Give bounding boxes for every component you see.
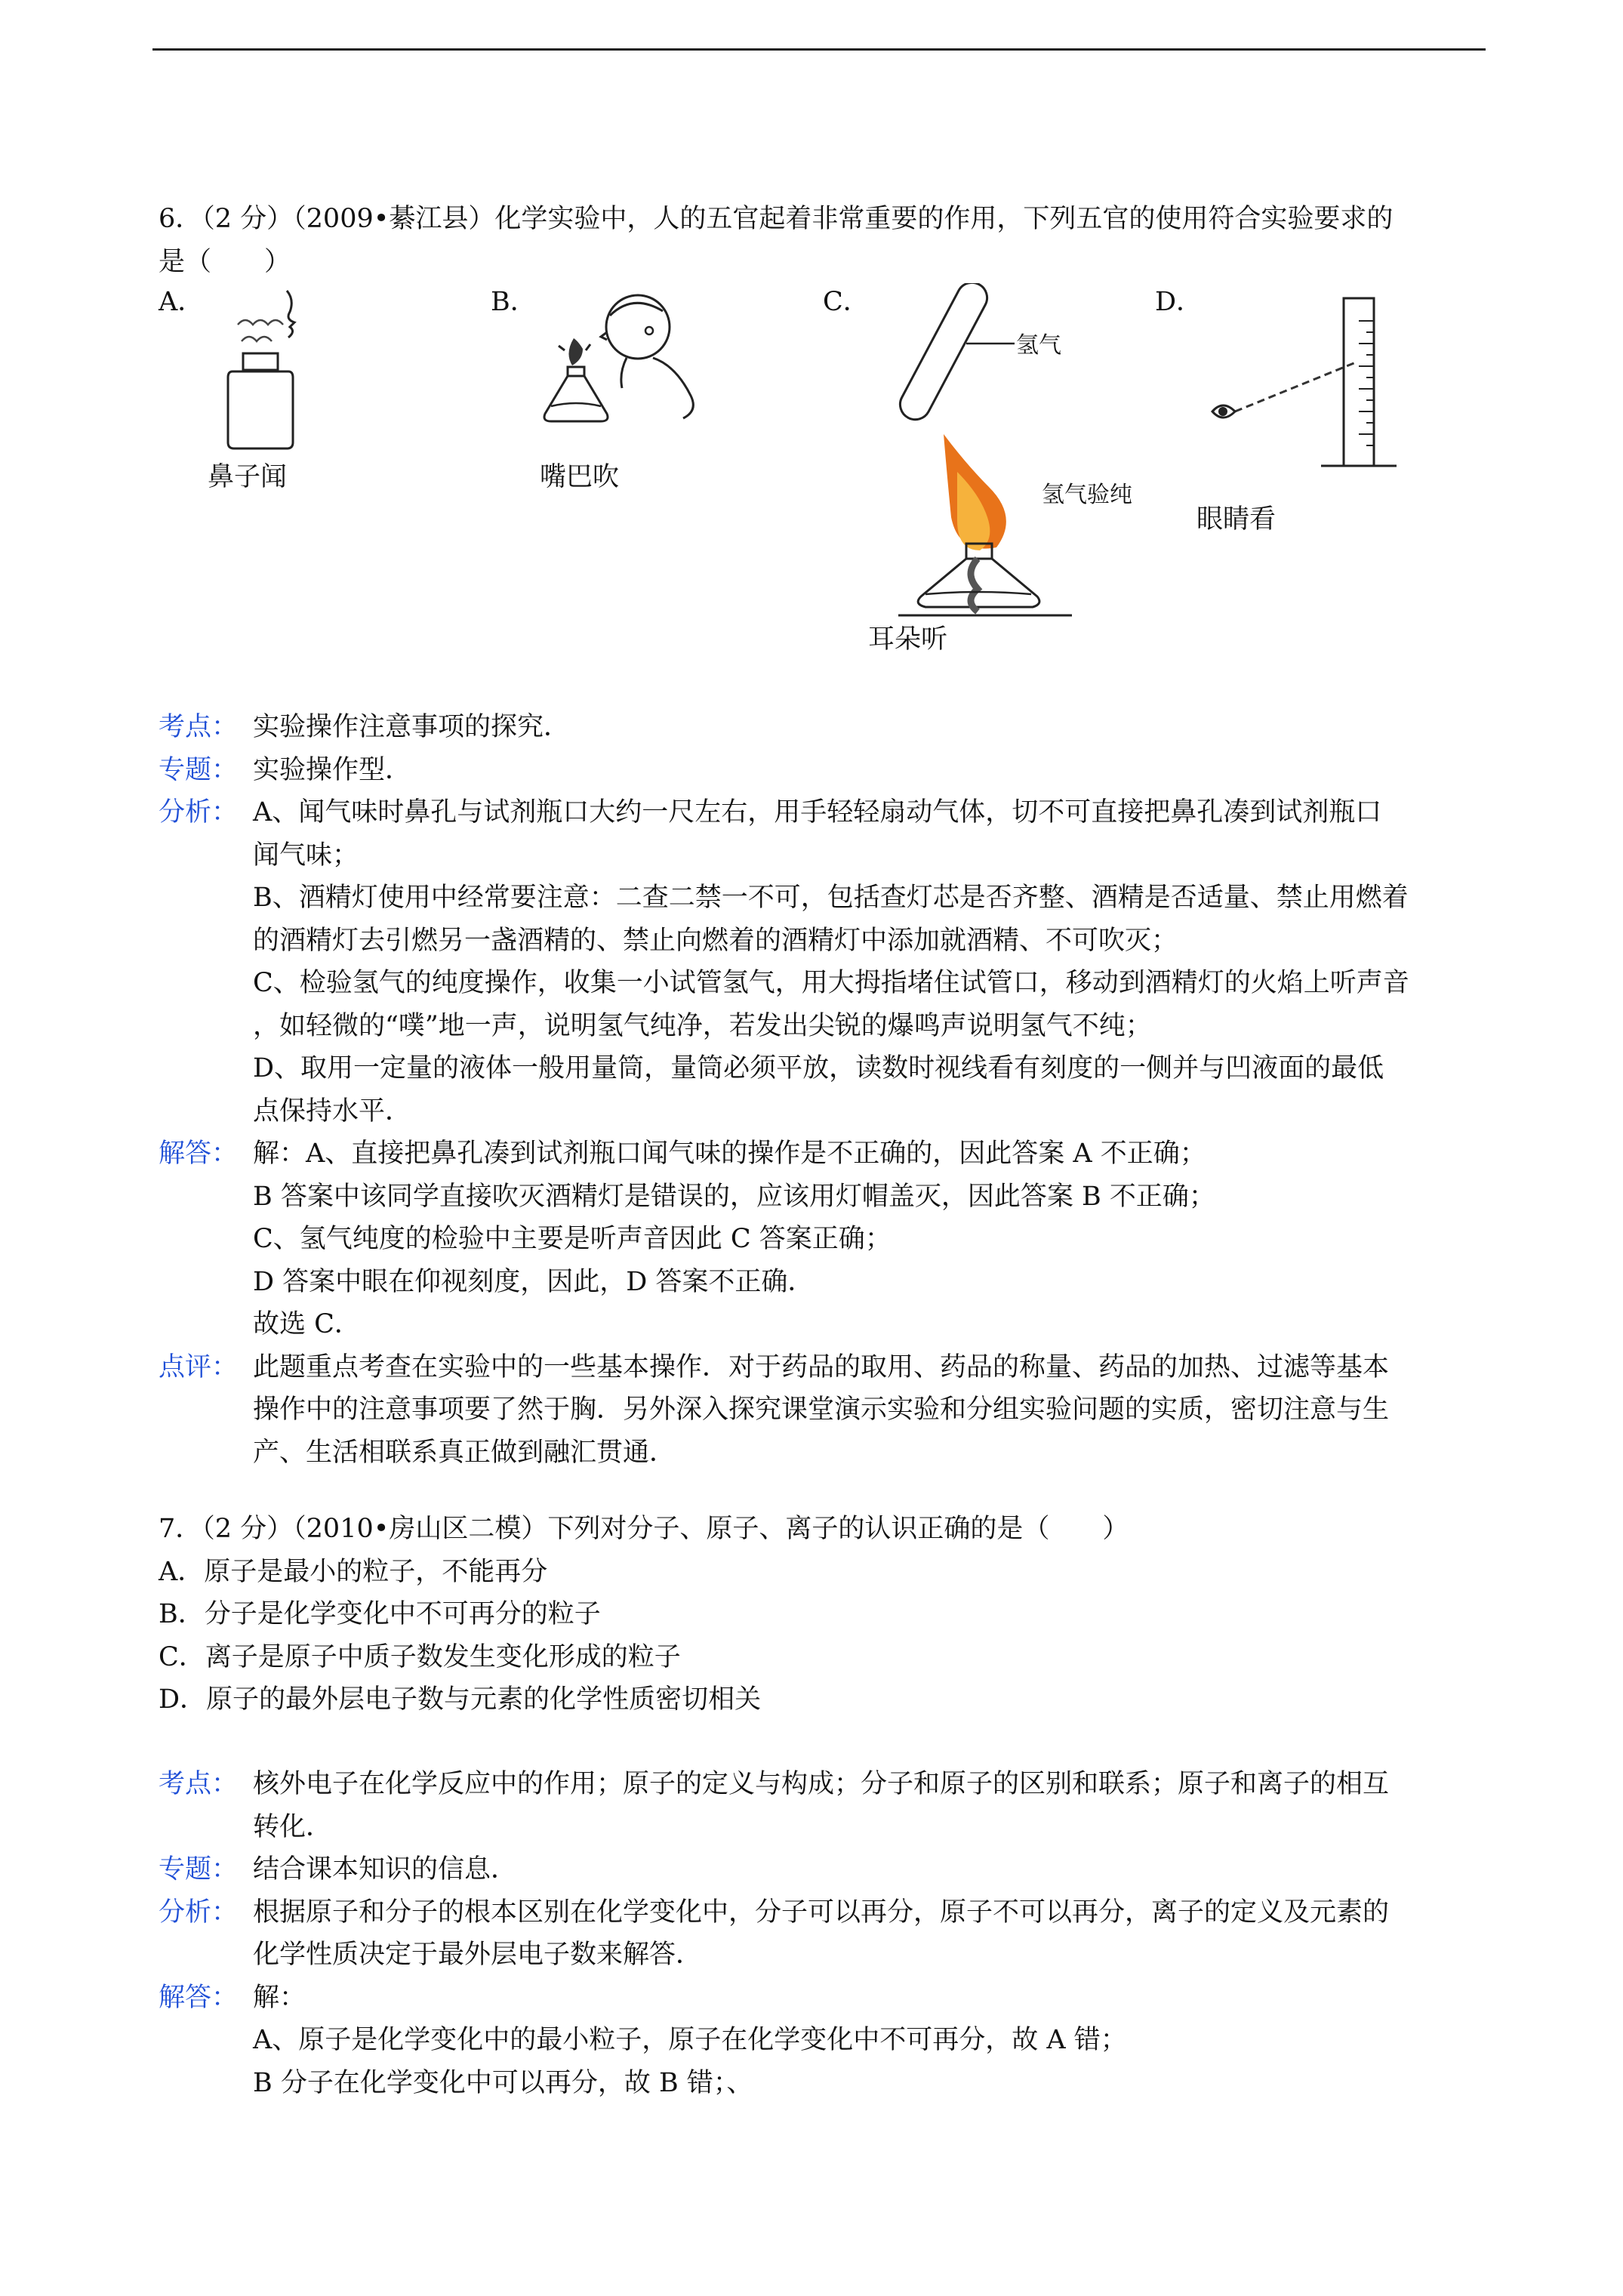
option-c-letter: C． (823, 287, 870, 317)
fenxi-line: B、酒精灯使用中经常要注意：二查二禁一不可，包括查灯芯是否齐整、酒精是否适量、禁止用燃着 (253, 883, 1409, 913)
fenxi-line: 根据原子和分子的根本区别在化学变化中，分子可以再分，原子不可以再分，离子的定义及元素的 (253, 1897, 1390, 1928)
fenxi-line: ，如轻微的“噗”地一声，说明氢气纯净，若发出尖锐的爆鸣声说明氢气不纯； (253, 1010, 1152, 1041)
jieda-line: 解： (253, 1982, 306, 2013)
kaodian-line: 转化． (253, 1811, 333, 1842)
question-6-stem (159, 198, 1487, 284)
q6-kaodian-row (159, 706, 1487, 749)
jieda-line: C、氢气纯度的检验中主要是听声音因此 C 答案正确； (253, 1224, 892, 1254)
question-7-options (159, 1551, 1487, 1721)
option-a-letter: A． (159, 287, 205, 317)
fenxi-line: D、取用一定量的液体一般用量筒，量筒必须平放，读数时视线看有刻度的一侧并与凹液面的最低 (253, 1053, 1384, 1083)
kaodian-line: 核外电子在化学反应中的作用；原子的定义与构成；分子和原子的区别和联系；原子和离子的相互 (253, 1769, 1390, 1799)
q6-fenxi-row (159, 791, 1487, 1133)
fenxi-label: 分析： (159, 1897, 239, 1928)
fenxi-line: 化学性质决定于最外层电子数来解答． (253, 1940, 703, 1970)
q7-jieda-row (159, 1977, 1487, 2105)
option-b-letter: B． (491, 287, 537, 317)
blow-alcohol-lamp-icon (528, 285, 732, 451)
option-d-letter: D． (1155, 287, 1203, 317)
question-6-options (159, 287, 1487, 680)
jieda-line: D 答案中眼在仰视刻度，因此，D 答案不正确． (253, 1266, 815, 1297)
dianping-line: 操作中的注意事项要了然于胸．另外深入探究课堂演示实验和分组实验问题的实质，密切注意与生 (253, 1395, 1390, 1425)
dianping-line: 此题重点考查在实验中的一些基本操作．对于药品的取用、药品的称量、药品的加热、过滤等基本 (253, 1351, 1390, 1382)
option-d-caption: 眼睛看 (1196, 504, 1277, 535)
fenxi-line: 点保持水平． (253, 1096, 412, 1126)
reagent-bottle-smell-icon (196, 287, 332, 453)
jieda-line: 故选 C． (253, 1309, 361, 1339)
fenxi-label: 分析： (159, 797, 239, 827)
jieda-line: 解：A、直接把鼻孔凑到试剂瓶口闻气味的操作是不正确的，因此答案 A 不正确； (253, 1139, 1206, 1169)
fenxi-line: C、检验氢气的纯度操作，收集一小试管氢气，用大拇指堵住试管口，移动到酒精灯的火焰上听声音 (253, 968, 1409, 998)
graduated-cylinder-reading-icon (1185, 291, 1427, 487)
jieda-line: B 分子在化学变化中可以再分，故 B 错；、 (253, 2067, 753, 2098)
question-6-analysis (159, 706, 1487, 1474)
option-c-caption: 耳朵听 (868, 624, 948, 655)
jieda-line: B 答案中该同学直接吹灭酒精灯是错误的，应该用灯帽盖灭，因此答案 B 不正确； (253, 1181, 1215, 1212)
kaodian-text: 实验操作注意事项的探究． (253, 712, 571, 742)
zhuanti-text: 结合课本知识的信息． (253, 1854, 518, 1885)
jieda-label: 解答： (159, 1139, 239, 1169)
q6-zhuanti-row (159, 749, 1487, 792)
kaodian-label: 考点： (159, 1769, 239, 1799)
question-7-option-c: C．离子是原子中质子数发生变化形成的粒子 (159, 1641, 681, 1672)
option-a-caption: 鼻子闻 (208, 462, 288, 492)
question-7-stem: 7．（2 分）（2010•房山区二模）下列对分子、原子、离子的认识正确的是（ ） (159, 1514, 1129, 1544)
question-6-stem-line2: 是（ ） (159, 247, 291, 277)
zhuanti-text: 实验操作型． (253, 754, 412, 785)
q6-jieda-row (159, 1133, 1487, 1346)
question-7-option-a: A．原子是最小的粒子，不能再分 (159, 1556, 548, 1587)
question-6-stem-line1: 6．（2 分）（2009•綦江县）化学实验中，人的五官起着非常重要的作用，下列五官的使用符合实验要求的 (159, 204, 1394, 234)
hydrogen-purity-test-icon (853, 283, 1170, 623)
header-rule (152, 48, 1486, 51)
fenxi-line: 的酒精灯去引燃另一盏酒精的、禁止向燃着的酒精灯中添加就酒精、不可吹灭； (253, 925, 1178, 956)
fenxi-line: 闻气味； (253, 840, 359, 871)
zhuanti-label: 专题： (159, 754, 239, 785)
q7-fenxi-row (159, 1891, 1487, 1977)
q6-dianping-row (159, 1346, 1487, 1475)
label-hydrogen-test: 氢气验纯 (1042, 482, 1132, 508)
question-7-analysis (159, 1763, 1487, 2104)
q7-zhuanti-row (159, 1848, 1487, 1891)
option-b-caption: 嘴巴吹 (540, 462, 620, 492)
zhuanti-label: 专题： (159, 1854, 239, 1885)
q7-kaodian-row (159, 1763, 1487, 1848)
fenxi-line: A、闻气味时鼻孔与试剂瓶口大约一尺左右，用手轻轻扇动气体，切不可直接把鼻孔凑到试剂瓶口 (253, 797, 1382, 827)
question-7 (159, 1508, 1487, 1721)
question-7-option-d: D．原子的最外层电子数与元素的化学性质密切相关 (159, 1684, 762, 1715)
jieda-line: A、原子是化学变化中的最小粒子，原子在化学变化中不可再分，故 A 错； (253, 2025, 1127, 2055)
dianping-label: 点评： (159, 1351, 239, 1382)
jieda-label: 解答： (159, 1982, 239, 2013)
question-7-option-b: B．分子是化学变化中不可再分的粒子 (159, 1599, 601, 1629)
kaodian-label: 考点： (159, 712, 239, 742)
dianping-line: 产、生活相联系真正做到融汇贯通． (253, 1437, 676, 1468)
label-hydrogen: 氢气 (1016, 332, 1061, 359)
